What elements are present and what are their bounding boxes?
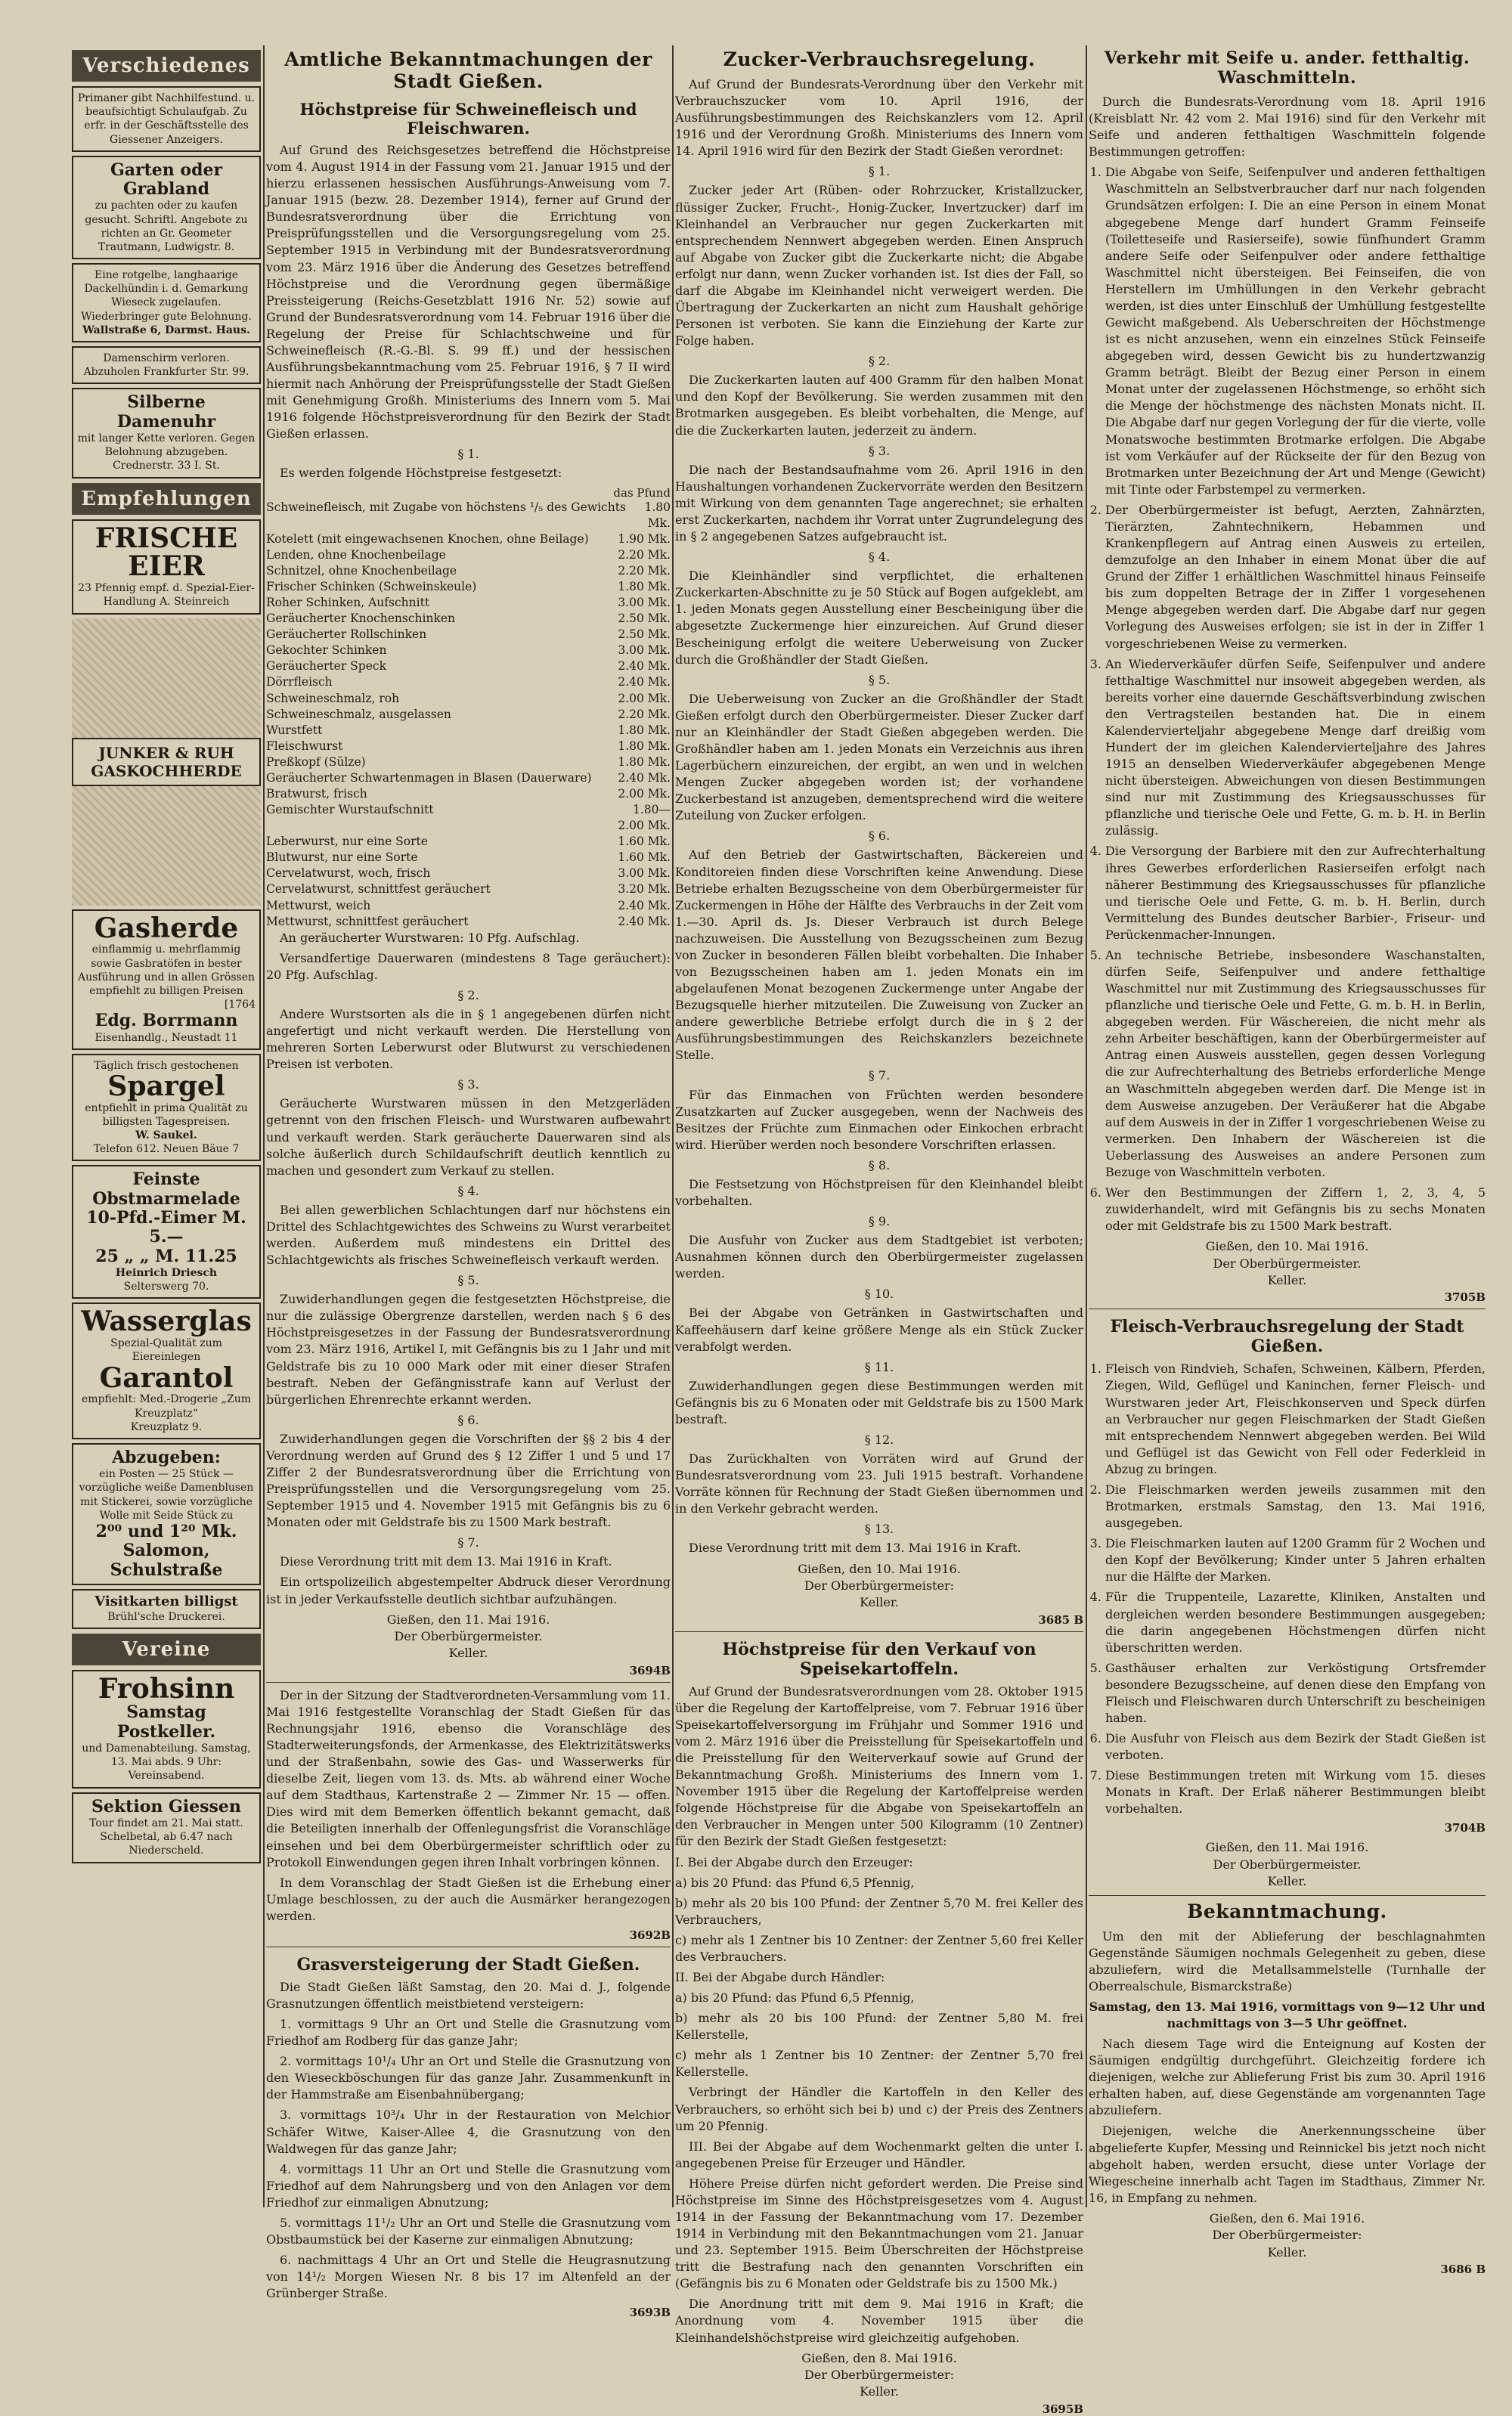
price-row — [266, 834, 671, 850]
price-row — [266, 850, 671, 866]
price-row — [266, 643, 671, 658]
section-number: § 10. — [864, 1287, 894, 1302]
price-row — [266, 739, 671, 754]
price-item-name: Bratwurst, frisch — [266, 786, 367, 801]
list-item: 5. vormittags 11¹/₂ Uhr an Ort und Stelle die Grasnutzung vom Obstbaumstück bei der Kaserne zur einmaligen Abnutzung; — [266, 2215, 671, 2247]
price-item-value: 1.80 Mk. — [618, 579, 671, 593]
ad-wasserglas: Wasserglas Spezial-Qualität zum Eiereinlegen Garantol empfiehlt: Med.-Drogerie „Zum Kreuzplatz“ Kreuzplatz 9. — [72, 1302, 261, 1439]
price-item-name: Dörrfleisch — [266, 675, 333, 689]
price-item-value: 1.60 Mk. — [618, 835, 671, 849]
price-item-value: 1.80 Mk. — [618, 739, 671, 753]
list-item: 1. Fleisch von Rindvieh, Schafen, Schweinen, Kälbern, Pferden, Ziegen, Wild, Geflügel und Kaninchen, ferner Fleisch- und Wurstwaren jeder Art, Fleischkonserven und Speck dürfen an Verbraucher nur gegen Fleischmarken der Stadt Gießen mit entsprechendem Nennwert abgegeben werden. Bei Wild und Geflügel ist das Gewicht von Fell oder Federkleid in Abzug zu bringen. — [1105, 1361, 1486, 1478]
list-item: 4. vormittags 11 Uhr an Ort und Stelle die Grasnutzung vom Friedhof auf dem Nahrungsberg und von den Anlagen vor dem Friedhof zur einmaligen Abnutzung; — [266, 2161, 671, 2210]
list-item: c) mehr als 1 Zentner bis 10 Zentner: der Zentner 5,70 frei Kellerstelle. — [675, 2048, 1083, 2080]
ad-abzugeben: Abzugeben: ein Posten — 25 Stück — vorzügliche weiße Damenblusen mit Stickerei, sowie vorzügliche Wolle mit Seide Stück zu 2⁰⁰ und 1²⁰ Mk. Salomon, Schulstraße — [72, 1443, 261, 1585]
price-item-name: Cervelatwurst, woch, frisch — [266, 866, 431, 881]
section-banner-verschiedenes: Verschiedenes — [72, 50, 261, 82]
section-text: Das Zurückhalten von Vorräten wird auf Grund der Bundesratsverordnung vom 23. Juli 1915 bestraft. Vorhandene Vorräte können für Rechnung der Stadt Gießen übernommen und in den Verkehr gebracht werden. — [675, 1451, 1083, 1516]
price-row — [266, 707, 671, 723]
price-row — [266, 898, 671, 914]
list-item: 3. An Wiederverkäufer dürfen Seife, Seifenpulver und andere fetthaltige Waschmittel nur insoweit abgegeben werden, als bereits vorher eine dauernde Geschäftsverbindung zwischen den Vertragsteilen bestanden hat. Die in einem Kalendervierteljahr abgegebene Menge darf dreißig vom Hundert der im gleichen Kalendervierteljahre des Jahres 1915 an denselben Wiederverkäufer abgegebenen Menge nicht übersteigen. Abweichungen von diesen Bestimmungen sind nur mit Zustimmung des Kriegsausschusses für pflanzliche und tierische Oele und Fette, G. m. b. H. in Berlin zulässig. — [1105, 656, 1486, 840]
price-row — [266, 802, 671, 834]
price-item-name: Cervelatwurst, schnittfest geräuchert — [266, 882, 491, 897]
price-item-name: Mettwurst, weich — [266, 898, 371, 912]
price-item-value: 2.20 Mk. — [618, 707, 671, 721]
section-text: Die Zuckerkarten lauten auf 400 Gramm für den halben Monat und den Kopf der Bevölkerung. Sie werden zusammen mit den Brotmarken ausgegeben. Es bleibt vorbehalten, die Menge, auf die die Zuckerkarten lauten, jederzeit zu ändern. — [675, 373, 1083, 438]
price-item-name: Lenden, ohne Knochenbeilage — [266, 547, 446, 562]
price-item-value: 2.40 Mk. — [618, 914, 671, 928]
paragraph: Auf Grund des Reichsgesetzes betreffend die Höchstpreise vom 4. August 1914 in der Fassung vom 21. Januar 1915 und der hierzu erlassenen hessischen Ausführungs-Anweisung vom 7. Januar 1915 (bezw. 28. Dezember 1914), ferner auf Grund der Bundesratsverordnung über die Errichtung von Preisprüfungsstellen und die Versorgungsregelung vom 25. September 1915 in Verbindung mit der Bundesratsverordnung vom 23. März 1916 über die Änderung des Gesetzes betreffend Höchstpreise und die Verordnung gegen übermäßige Preissteigerung (Reichs-Gesetzblatt 1916 Nr. 52) sowie auf Grund der Bundesratsverordnung vom 14. Februar 1916 über die Regelung der Preise für Schlachtschweine und für Schweinefleisch (R.-G.-Bl. S. 99 ff.) und der hessischen Ausführungsbekanntmachung vom 25. Februar 1916, § 7 II wird hiermit nach Anhörung der Preisprüfungsstelle der Stadt Gießen mit Genehmigung Großh. Ministeriums des Innern vom 5. Mai 1916 folgende Höchstpreisverordnung für den Bezirk der Stadt Gießen erlassen. — [266, 143, 671, 441]
section-text: Diese Verordnung tritt mit dem 13. Mai 1916 in Kraft. — [689, 1541, 1021, 1556]
article-title-seife: Verkehr mit Seife u. ander. fetthaltig. Waschmitteln. — [1104, 48, 1470, 88]
list-item: 7. Diese Bestimmungen treten mit Wirkung vom 15. dieses Monats in Kraft. Der Erlaß näherer Bestimmungen bleibt vorbehalten. — [1105, 1767, 1486, 1817]
classified-ads-column — [72, 45, 261, 2185]
price-item-name: Wurstfett — [266, 723, 323, 737]
list-item: b) mehr als 20 bis 100 Pfund: der Zentner 5,70 M. frei Keller des Verbrauchers, — [675, 1895, 1083, 1927]
price-row — [266, 595, 671, 611]
price-item-name: Geräucherter Speck — [266, 659, 386, 674]
price-row — [266, 691, 671, 707]
ad-hund: Eine rotgelbe, langhaarige Dackelhündin i. d. Gemarkung Wieseck zugelaufen. Wiederbringer gute Belohnung. Wallstraße 6, Darmst. Haus. — [72, 263, 261, 342]
section-text: Die nach der Bestandsaufnahme vom 26. April 1916 in den Haushaltungen vorhandenen Zuckervorräte werden den Besitzern mit Wirkung von dem genannten Tage angerechnet; sie erhalten erst Zuckerkarten, nachdem ihr Vorrat unter Zugrundelegung des in § 2 angegebenen Satzes aufgebraucht ist. — [675, 462, 1083, 544]
section-number: § 5. — [868, 672, 891, 687]
price-item-name: Geräucherter Knochenschinken — [266, 612, 455, 626]
section-text: Die Kleinhändler sind verpflichtet, die erhaltenen Zuckerkarten-Abschnitte zu je 50 Stück auf Bogen aufgeklebt, am 1. jeden Monats gegen Ausstellung einer Bescheinigung über die abgesetzte Zuckermenge hier einzureichen. Auf Grund dieser Bescheinigung erfolgt die weitere Ueberweisung von Zucker durch die Großhändler der Stadt Gießen. — [675, 568, 1083, 667]
price-row — [266, 627, 671, 643]
list-item: 2. Der Oberbürgermeister ist befugt, Aerzten, Zahnärzten, Tierärzten, Zahntechnikern, Hebammen und Krankenpflegern auf Antrag einen Ausweis zu erteilen, demzufolge an den Inhaber in einem Monat über die auf Grund der Ziffer 1 erhältlichen Waschmittel hinaus Feinseife bis zum doppelten Betrage der in Ziffer 1 vorgesehenen Menge abgegeben werden darf. Die Abgabe darf nur gegen Vorlegung des Ausweises erfolgen; sie ist in der in Ziffer 1 vorgeschriebenen Weise zu vermerken. — [1105, 502, 1486, 652]
ad-gasherde: Gasherde einflammig u. mehrflammig sowie Gasbratöfen in bester Ausführung und in allen Grössen empfiehlt zu billigen Preisen [1764 Edg. Borrmann Eisenhandlg., Neustadt 11 — [72, 909, 261, 1050]
price-row — [266, 547, 671, 563]
article-title-hoechstpreise: Höchstpreise für Schweinefleisch und Fleischwaren. — [299, 100, 637, 138]
section-number: § 3. — [868, 443, 891, 458]
price-item-value: 2.20 Mk. — [618, 547, 671, 562]
official-announcements-column: Amtliche Bekanntmachungen der Stadt Gießen. Höchstpreise für Schweinefleisch und Fleischwaren. Auf Grund des Reichsgesetzes betreffend die Höchstpreise vom 4. August 1914 in der Fassung vom 21. Januar 1915 und der hierzu erlassenen hessischen Ausführungs-Anweisung vom 7. Januar 1915 (bezw. 28. Dezember 1914), ferner auf Grund der Bundesratsverordnung über die Errichtung von Preisprüfungsstellen und die Versorgungsregelung vom 25. September 1915 in Verbindung mit der Bundesratsverordnung vom 23. März 1916 über die Änderung des Gesetzes betreffend Höchstpreise und die Verordnung gegen übermäßige Preissteigerung (Reichs-Gesetzblatt 1916 Nr. 52) sowie auf Grund der Bundesratsverordnung vom 14. Februar 1916 über die Regelung der Preise für Schlachtschweine und für Schweinefleisch (R.-G.-Bl. S. 99 ff.) und der hessischen Ausführungsbekanntmachung vom 25. Februar 1916, § 7 II wird hiermit nach Anhörung der Preisprüfungsstelle der Stadt Gießen mit Genehmigung Großh. Ministeriums des Innern vom 5. Mai 1916 folgende Höchstpreisverordnung für den Bezirk der Stadt Gießen erlassen. § 1. Es werden folgende Höchstpreise festgesetzt: das Pfund Schweinefleisch, mit Zugabe von höchstens ¹/₅ des Gewichts 1.80 Mk. Kotelett (mit eingewachsenen Knochen, ohne Beilage) 1.90 Mk. Lenden, ohne Knochenbeilage 2.20 Mk. Schnitzel, ohne Knochenbeilage 2.20 Mk. Frischer Schinken (Schweinskeule) 1.80 Mk. Roher Schinken, Aufschnitt 3.00 Mk. Geräucherter Knochenschinken 2.50 Mk. Geräucherter Rollschinken 2.50 Mk. Gekochter Schinken 3.00 Mk. Geräucherter Speck 2.40 Mk. Dörrfleisch 2.40 Mk. Schweineschmalz, roh 2.00 Mk. Schweineschmalz, ausgelassen 2.20 Mk. Wurstfett 1.80 Mk. Fleischwurst 1.80 Mk. Preßkopf (Sülze) 1.80 Mk. Geräucherter Schwartenmagen in Blasen (Dauerware) 2.40 Mk. Bratwurst, frisch 2.00 Mk. Gemischter Wurstaufschnitt 1.80—2.00 Mk. Leberwurst, nur eine Sorte 1.60 Mk. Blutwurst, nur eine Sorte 1.60 Mk. Cervelatwurst, woch, frisch 3.00 Mk. Cervelatwurst, schnittfest geräuchert 3.20 Mk. Mettwurst, weich 2.40 Mk. Mettwurst, schnittfest geräuchert 2.40 Mk. An geräucherter Wurstwaren: 10 Pfg. Aufschlag. Versandfertige Dauerwaren (mindestens 8 Tage geräuchert): 20 Pfg. Aufschlag. § 2. Andere Wurstsorten als die in § 1 angegebenen dürfen nicht angefertigt und nicht verkauft werden. Die Herstellung von mehreren Sorten Leberwurst oder Blutwurst zu verschiedenen Preisen ist verboten. § 3. Geräucherte Wurstwaren müssen in den Metzgerläden getrennt von den frischen Fleisch- und Wurstwaren aufbewahrt und verkauft werden. Stark geräucherte Dauerwaren sind als solche äußerlich durch Schildaufschrift deutlich kenntlich zu machen und gesondert zum Verkauf zu stellen. § 4. Bei allen gewerblichen Schlachtungen darf nur höchstens ein Drittel des Schlachtgewichtes des Schweins zu Wurst verarbeitet werden. Außerdem muß mindestens ein Drittel des Schlachtgewichts als frisches Schweinefleisch verkauft werden. § 5. Zuwiderhandlungen gegen die festgesetzten Höchstpreise, die nur die zulässige Obergrenze darstellen, werden nach § 6 des Höchstpreisgesetzes in der Fassung der Bundesratsverordnung vom 23. März 1916, Artikel I, mit Gefängnis bis zu 1 Jahr und mit Geldstrafe bis zu 10 000 Mark oder mit einer dieser Strafen bestraft. Neben der Gefängnisstrafe kann auf Verlust der bürgerlichen Ehrenrechte erkannt werden. § 6. Zuwiderhandlungen gegen die Vorschriften der §§ 2 bis 4 der Verordnung werden auf Grund des § 12 Ziffer 1 und 5 und 17 Ziffer 2 der Bundesratsverordnung über die Errichtung von Preisprüfungsstellen und die Versorgungsregelung vom 25. September 1915 und 4. November 1915 mit Gefängnis bis zu 6 Monaten oder mit Geldstrafe bis zu 1500 Mark bestraft. § 7. Diese Verordnung tritt mit dem 13. Mai 1916 in Kraft. Ein ortspolizeilich abgestempelter Abdruck dieser Verordnung ist in jeder Verkaufsstelle deutlich sichtbar aufzuhängen. Gießen, den 11. Mai 1916. Der Oberbürgermeister. Keller. 3694B Der in der Sitzung der Stadtverordneten-Versammlung vom 11. Mai 1916 festgestellte Voranschlag der Stadt Gießen für das Rechnungsjahr 1916, ebenso die Voranschläge des Stadterweiterungsfonds, der Armenkasse, des Elektrizitätswerks und der Straßenbahn, sowie des Gas- und Wasserwerks für dieselbe Zeit, liegen vom 13. ds. Mts. ab während einer Woche auf dem Stadthaus, Kartenstraße 2 — Zimmer Nr. 15 — offen. Dies wird mit dem Bemerken öffentlich bekannt gemacht, daß die Beteiligten innerhalb der Offenlegungsfrist die Voranschläge einsehen und bei dem Oberbürgermeister schriftlich oder zu Protokoll Einwendungen gegen ihren Inhalt vorbringen können. In dem Voranschlag der Stadt Gießen ist die Erhebung einer Umlage beschlossen, zu der auch die Ausmärker herangezogen werden. 3692B Grasversteigerung der Stadt Gießen. Die Stadt Gießen läßt Samstag, den 20. Mai d. J., folgende Grasnutzungen öffentlich meistbietend versteigern: 1. vormittags 9 Uhr an Ort und Stelle die Grasnutzung vom Friedhof am Rodberg für das ganze Jahr; 2. vormittags 10¹/₄ Uhr an Ort und Stelle die Grasnutzung von den Wieseckböschungen für das ganze Jahr. Zusammenkunft in der Hammstraße am Eisenbahnübergang; 3. vormittags 10³/₄ Uhr in der Restauration von Melchior Schäfer Witwe, Kaiser-Allee 4, die Grasnutzung von den Waldwegen für das ganze Jahr; 4. vormittags 11 Uhr an Ort und Stelle die Grasnutzung vom Friedhof auf dem Nahrungsberg und von den Anlagen vor dem Friedhof zur einmaligen Abnutzung; 5. vormittags 11¹/₂ Uhr an Ort und Stelle die Grasnutzung vom Obstbaumstück bei der Kaserne zur einmaligen Abnutzung; 6. nachmittags 4 Uhr an Ort und Stelle die Heugrasnutzung von 14¹/₂ Morgen Wiesen Nr. 8 bis 17 im Altenfeld an der Grünberger Straße. 3693B — [266, 48, 671, 2320]
section-text: Zucker jeder Art (Rüben- oder Rohrzucker, Kristallzucker, flüssiger Zucker, Frucht-, Honig-Zucker, Invertzucker) darf im Kleinhandel an Verbraucher nur gegen Zuckerkarten mit entsprechendem Nennwert abgegeben werden. Einen Anspruch auf Abgabe von Zucker gibt die Zuckerkarte nicht; die Abgabe erfolgt nur dann, wenn Zucker vorhanden ist. Ist dies der Fall, so darf die Abgabe im Kleinhandel nicht verweigert werden. Die Übertragung der Zuckerkarten an nicht zum Haushalt gehörige Personen ist verboten. Sie kann die Einziehung der Karte zur Folge haben. — [675, 183, 1083, 348]
section-number: § 11. — [864, 1359, 894, 1374]
price-item-value: 3.00 Mk. — [618, 866, 671, 881]
section-text: Für das Einmachen von Früchten werden besondere Zusatzkarten auf Zucker ausgegeben, wenn der Nachweis des Besitzes der Früchte zum Einmachen oder Einkochen erbracht wird. Hierüber werden noch besondere Vorschriften erlassen. — [675, 1087, 1083, 1152]
list-item: 2. Die Fleischmarken werden jeweils zusammen mit den Brotmarken, erstmals Samstag, den 13. Mai 1916, ausgegeben. — [1105, 1482, 1486, 1532]
price-item-value: 3.00 Mk. — [618, 643, 671, 658]
section-text: Zuwiderhandlungen gegen diese Bestimmungen werden mit Gefängnis bis zu 6 Monaten oder mit Geldstrafe bis zu 1500 Mark bestraft. — [675, 1378, 1083, 1426]
price-table — [266, 500, 671, 930]
article-title-bekanntmachung: Bekanntmachung. — [1187, 1900, 1387, 1922]
price-row — [266, 786, 671, 802]
price-item-name: Fleischwurst — [266, 739, 343, 753]
price-item-value: 1.80 Mk. — [644, 500, 671, 530]
price-item-name: Roher Schinken, Aufschnitt — [266, 596, 430, 610]
list-item: 1. vormittags 9 Uhr an Ort und Stelle die Grasnutzung vom Friedhof am Rodberg für das ganze Jahr; — [266, 2017, 671, 2049]
price-item-name: Blutwurst, nur eine Sorte — [266, 850, 418, 865]
section-number: § 12. — [864, 1433, 894, 1448]
section-number: § 1. — [868, 164, 891, 179]
price-item-name: Leberwurst, nur eine Sorte — [266, 835, 428, 849]
price-row — [266, 914, 671, 930]
list-item: 4. Die Versorgung der Barbiere mit den zur Aufrechterhaltung ihres Gewerbes erforderlichen Rasierseifen erfolgt nach näherer Bestimmung des Kriegsausschusses für pflanzliche und tierische Oele und Fette, G. m. b. H. Berlin, durch Vermittelung des Bundes deutscher Barbier-, Friseur- und Perückenmacher-Innungen. — [1105, 843, 1486, 943]
list-item: 3. vormittags 10³/₄ Uhr in der Restauration von Melchior Schäfer Witwe, Kaiser-Allee 4, die Grasnutzung von den Waldwegen für das ganze Jahr; — [266, 2108, 671, 2156]
price-item-value: 1.60 Mk. — [618, 850, 671, 865]
list-item: 5. Gasthäuser erhalten zur Verköstigung Ortsfremder besondere Bezugsscheine, auf denen diese den Empfang von Fleisch und Fleischwaren durch Unterschrift zu bescheinigen haben. — [1105, 1660, 1486, 1727]
list-item: 5. An technische Betriebe, insbesondere Waschanstalten, dürfen Seife, Seifenpulver und andere fetthaltige Waschmittel nur mit Zustimmung des Kriegsausschusses für pflanzliche und tierische Oele und Fette, G. m. b. H. in Berlin, abgegeben werden. Für Wäschereien, die nicht mehr als zehn Arbeiter beschäftigen, kann der Oberbürgermeister auf Antrag einen Ausweis ausstellen, gegen dessen Vorlegung die zur Aufrechterhaltung des Betriebs erforderliche Menge an Waschmitteln abgegeben werden darf. Die Menge ist in dem Ausweise anzugeben. Der Veräußerer hat die Abgabe auf dem Ausweis in der in Ziffer 1 vorgeschriebenen Weise zu vermerken. Den Inhabern der Wäschereien ist die Ueberlassung des Ausweises an andere Personen zum Bezuge von Waschmitteln verboten. — [1105, 947, 1486, 1181]
price-item-name: Schweineschmalz, roh — [266, 691, 400, 705]
price-item-name: Schweinefleisch, mit Zugabe von höchstens ¹/₅ des Gewichts — [266, 500, 626, 514]
list-item: b) mehr als 20 bis 100 Pfund: der Zentner 5,80 M. frei Kellerstelle, — [675, 2011, 1083, 2043]
price-item-value: 1.90 Mk. — [618, 531, 671, 546]
price-item-value: 2.40 Mk. — [618, 659, 671, 674]
list-item: I. Bei der Abgabe durch den Erzeuger: — [675, 1854, 913, 1869]
seife-list — [1105, 164, 1486, 1234]
section-number: § 4. — [868, 550, 891, 565]
gasherd-illustration: JUNKER & RUH GASKOCHHERDE — [72, 618, 261, 906]
ad-garten: Garten oder Grabland zu pachten oder zu kaufen gesucht. Schriftl. Angebote zu richten an Gr. Geometer Trautmann, Ludwigstr. 8. — [72, 156, 261, 259]
price-item-value: 2.50 Mk. — [618, 627, 671, 642]
price-row — [266, 881, 671, 897]
price-row — [266, 563, 671, 579]
section-number: § 7. — [868, 1068, 891, 1083]
price-item-name: Preßkopf (Sülze) — [266, 754, 366, 769]
price-row — [266, 770, 671, 786]
price-item-value: 1.80—2.00 Mk. — [618, 803, 671, 833]
price-row — [266, 500, 671, 531]
price-row — [266, 531, 671, 547]
price-row — [266, 754, 671, 770]
price-item-name: Kotelett (mit eingewachsenen Knochen, ohne Beilage) — [266, 531, 589, 546]
ad-primaner: Primaner gibt Nachhilfestund. u. beaufsichtigt Schulaufgab. Zu erfr. in der Geschäftsstelle des Giessener Anzeigers. — [72, 86, 261, 152]
gras-list — [266, 2016, 671, 2302]
list-item: a) bis 20 Pfund: das Pfund 6,5 Pfennig, — [675, 1990, 915, 2006]
price-item-name: Schweineschmalz, ausgelassen — [266, 707, 451, 721]
price-item-value: 2.40 Mk. — [618, 898, 671, 912]
ad-visitkarten: Visitkarten billigst Brühl'sche Druckerei. — [72, 1589, 261, 1629]
price-item-value: 3.00 Mk. — [618, 596, 671, 610]
list-item: 6. nachmittags 4 Uhr an Ort und Stelle die Heugrasnutzung von 14¹/₂ Morgen Wiesen Nr. 8 bis 17 im Altenfeld an der Grünberger Straße. — [266, 2253, 671, 2301]
price-item-value: 1.80 Mk. — [618, 754, 671, 769]
price-row — [266, 723, 671, 739]
section-number: § 13. — [864, 1522, 894, 1537]
list-item: 1. Die Abgabe von Seife, Seifenpulver und anderen fetthaltigen Waschmitteln an Selbstverbraucher darf nur nach folgenden Grundsätzen erfolgen: I. Die an eine Person in einem Monat abgegebene Menge darf hundert Gramm Feinseife (Toiletteseife und Rasierseife), sowie fünfhundert Gramm andere Seife oder Seifenpulver oder andere fetthaltige Waschmittel nicht übersteigen. Bei Feinseifen, die von Herstellern im Umhüllungen in den Verkehr gebracht werden, ist dies unter Einschluß der Umhüllung festgestellte Gewicht maßgebend. Als Ueberschreiten der Höchstmenge ist es nicht anzusehen, wenn ein einzelnes Stück Feinseife abgegeben wird, dessen Gewicht bis zu hundertzwanzig Gramm beträgt. Bleibt der Bezug einer Person in einem Monat unter der zugelassenen Höchstmenge, so erhöht sich die Menge der höchstmenge des nächsten Monats nicht. II. Die Abgabe darf nur gegen Vorlegung der für die vierte, volle Monatswoche bestimmten Brotmarke erfolgen. Die Abgabe ist vom Verkäufer auf der Rückseite der für den Bezug von Brotmarken unter Bezeichnung der Art und Menge (Gewicht) mit Tinte oder Farbstempel zu vermerken. — [1105, 164, 1486, 498]
ad-eier: FRISCHE EIER 23 Pfennig empf. d. Spezial-Eier-Handlung A. Steinreich — [72, 519, 261, 615]
price-item-value: 2.40 Mk. — [618, 675, 671, 689]
price-row — [266, 579, 671, 595]
section-number: § 2. — [868, 354, 891, 369]
kartoffel-price-list — [675, 1854, 1083, 2081]
price-row — [266, 658, 671, 674]
list-item: 6. Wer den Bestimmungen der Ziffern 1, 2, 3, 4, 5 zuwiderhandelt, wird mit Gefängnis bis zu sechs Monaten oder mit Geldstrafe bis zu 1500 Mark bestraft. — [1105, 1185, 1486, 1234]
zucker-column: Zucker-Verbrauchsregelung. Auf Grund der Bundesrats-Verordnung über den Verkehr mit Verbrauchszucker vom 10. April 1916, der Ausführungsbestimmungen des Reichskanzlers vom 12. April 1916 und der Verordnung Großh. Ministeriums des Innern vom 14. April 1916 wird für den Bezirk der Stadt Gießen verordnet: § 1. Zucker jeder Art (Rüben- oder Rohrzucker, Kristallzucker, flüssiger Zucker, Frucht-, Honig-Zucker, Invertzucker) darf im Kleinhandel an Verbraucher nur gegen Zuckerkarten mit entsprechendem Nennwert abgegeben werden. Einen Anspruch auf Abgabe von Zucker gibt die Zuckerkarte nicht; die Abgabe erfolgt nur dann, wenn Zucker vorhanden ist. Ist dies der Fall, so darf die Abgabe im Kleinhandel nicht verweigert werden. Die Übertragung der Zuckerkarten an nicht zum Haushalt gehörige Personen ist verboten. Sie kann die Einziehung der Karte zur Folge haben. § 2. Die Zuckerkarten lauten auf 400 Gramm für den halben Monat und den Kopf der Bevölkerung. Sie werden zusammen mit den Brotmarken ausgegeben. Es bleibt vorbehalten, die Menge, auf die die Zuckerkarten lauten, jederzeit zu ändern. § 3. Die nach der Bestandsaufnahme vom 26. April 1916 in den Haushaltungen vorhandenen Zuckervorräte werden den Besitzern mit Wirkung von dem genannten Tage angerechnet; sie erhalten erst Zuckerkarten, nachdem ihr Vorrat unter Zugrundelegung des in § 2 angegebenen Satzes aufgebraucht ist. § 4. Die Kleinhändler sind verpflichtet, die erhaltenen Zuckerkarten-Abschnitte zu je 50 Stück auf Bogen aufgeklebt, am 1. jeden Monats gegen Ausstellung einer Bescheinigung über die abgesetzte Zuckermenge hier einzureichen. Auf Grund dieser Bescheinigung erfolgt die weitere Ueberweisung von Zucker durch die Großhändler der Stadt Gießen. § 5. Die Ueberweisung von Zucker an die Großhändler der Stadt Gießen erfolgt durch den Oberbürgermeister. Dieser Zucker darf nur an Kleinhändler der Stadt Gießen abgegeben werden. Die Großhändler haben am 1. jeden Monats ein Verzeichnis aus ihren Lagerbüchern einzureichen, der ergibt, an wen und in welchen Mengen Zucker abgegeben worden ist; der vorhandene Zuckerbestand ist anzugeben, dementsprechend wird die weitere Zuteilung von Zucker erfolgen. § 6. Auf den Betrieb der Gastwirtschaften, Bäckereien und Konditoreien finden diese Vorschriften keine Anwendung. Diese Betriebe erhalten Bezugsscheine von dem Oberbürgermeister für Zuckermengen in Höhe der Hälfte des Verbrauchs in der Zeit vom 1.—30. April ds. Js. Dieser Verbrauch ist durch Belege nachzuweisen. Die Ausstellung von Bezugsscheinen zum Bezug von Zucker in besonderen Fällen bleibt vorbehalten. Die Inhaber von Bezugsscheinen haben am 1. jeden Monats ein im abgelaufenen Monat bezogenen Zuckermenge unter Angabe der Bezugsquelle hierher mitzuteilen. Die Zuweisung von Zucker an andere gewerbliche Betriebe erfolgt durch die in § 2 der Ausführungsbestimmungen des Reichskanzlers bezeichnete Stelle. § 7. Für das Einmachen von Früchten werden besondere Zusatzkarten auf Zucker ausgegeben, wenn der Nachweis des Besitzes der Früchte zum Einmachen oder Einkochen erbracht wird. Hierüber werden noch besondere Vorschriften erlassen. § 8. Die Festsetzung von Höchstpreisen für den Kleinhandel bleibt vorbehalten. § 9. Die Ausfuhr von Zucker aus dem Stadtgebiet ist verboten; Ausnahmen können durch den Oberbürgermeister zugelassen werden. § 10. Bei der Abgabe von Getränken in Gastwirtschaften und Kaffeehäusern darf keine größere Menge als ein Stück Zucker verabfolgt werden. § 11. Zuwiderhandlungen gegen diese Bestimmungen werden mit Gefängnis bis zu 6 Monaten oder mit Geldstrafe bis zu 1500 Mark bestraft. § 12. Das Zurückhalten von Vorräten wird auf Grund der Bundesratsverordnung vom 23. Juli 1915 bestraft. Vorhandene Vorräte können für Rechnung der Stadt Gießen übernommen und in den Verkehr gebracht werden. § 13. Diese Verordnung tritt mit dem 13. Mai 1916 in Kraft. Gießen, den 10. Mai 1916. Der Oberbürgermeister: Keller. 3685 B Höchstpreise für den Verkauf von Speisekartoffeln. Auf Grund der Bundesratsverordnungen vom 28. Oktober 1915 über die Regelung der Kartoffelpreise, vom 7. Februar 1916 über Speisekartoffelversorgung im Frühjahr und Sommer 1916 und vom 2. März 1916 über die Preisstellung für Speisekartoffeln und die Preisstellung für den Weiterverkauf sowie auf Grund der Bekanntmachung Großh. Ministeriums des Innern vom 1. November 1915 über die Regelung der Kartoffelpreise werden folgende Höchstpreise für die Abgabe von Speisekartoffeln an den Verbraucher in Mengen unter 500 Kilogramm (10 Zentner) für den Bezirk der Stadt Gießen festgesetzt: I. Bei der Abgabe durch den Erzeuger: a) bis 20 Pfund: das Pfund 6,5 Pfennig, b) mehr als 20 bis 100 Pfund: der Zentner 5,70 M. frei Keller des Verbrauchers, c) mehr als 1 Zentner bis 10 Zentner: der Zentner 5,60 frei Keller des Verbrauchers. II. Bei der Abgabe durch Händler: a) bis 20 Pfund: das Pfund 6,5 Pfennig, b) mehr als 20 bis 100 Pfund: der Zentner 5,80 M. frei Kellerstelle, c) mehr als 1 Zentner bis 10 Zentner: der Zentner 5,70 frei Kellerstelle. Verbringt der Händler die Kartoffeln in den Keller des Verbrauchers, so erhöht sich bei b) und c) der Preis des Zentners um 20 Pfennig. III. Bei der Abgabe auf dem Wochenmarkt gelten die unter I. angegebenen Preise für Erzeuger und Händler. Höhere Preise dürfen nicht gefordert werden. Die Preise sind Höchstpreise im Sinne des Höchstpreisgesetzes vom 4. August 1914 in der Fassung der Bekanntmachung vom 17. Dezember 1914 in Verbindung mit den Bekanntmachungen vom 21. Januar und 23. September 1915. Beim Überschreiten der Höchstpreise tritt die Bestrafung nach den genannten Vorschriften ein (Gefängnis bis zu 6 Monaten oder Geldstrafe bis zu 1500 Mk.) Die Anordnung tritt mit dem 9. Mai 1916 in Kraft; die Anordnung vom 4. November 1915 über die Kleinhandelshöchstpreise wird gleichzeitig aufgehoben. Gießen, den 8. Mai 1916. Der Oberbürgermeister: Keller. 3695B — [675, 48, 1083, 2416]
list-item: 2. vormittags 10¹/₄ Uhr an Ort und Stelle die Grasnutzung von den Wieseckböschungen für das ganze Jahr. Zusammenkunft in der Hammstraße am Eisenbahnübergang; — [266, 2054, 671, 2102]
price-row — [266, 674, 671, 690]
section-banner-empfehlungen: Empfehlungen — [72, 483, 261, 515]
ad-frohsinn: Frohsinn Samstag Postkeller. und Damenabteilung. Samstag, 13. Mai abds. 9 Uhr: Vereinsabend. — [72, 1670, 261, 1789]
zucker-sections — [675, 163, 1083, 1556]
price-row — [266, 866, 671, 881]
article-title-fleisch: Fleisch-Verbrauchsregelung der Stadt Gießen. — [1110, 1317, 1464, 1357]
article-title-grasversteigerung: Grasversteigerung der Stadt Gießen. — [296, 1954, 640, 1975]
price-item-name: Frischer Schinken (Schweinskeule) — [266, 579, 477, 593]
list-item: c) mehr als 1 Zentner bis 10 Zentner: der Zentner 5,60 frei Keller des Verbrauchers. — [675, 1932, 1083, 1964]
price-item-name: Gekochter Schinken — [266, 643, 387, 658]
price-row — [266, 611, 671, 627]
column-header: Amtliche Bekanntmachungen der Stadt Gießen. — [284, 48, 652, 92]
price-item-name: Geräucherter Rollschinken — [266, 627, 427, 642]
article-title-zucker: Zucker-Verbrauchsregelung. — [723, 48, 1036, 70]
seife-column: Verkehr mit Seife u. ander. fetthaltig. Waschmitteln. Durch die Bundesrats-Verordnung vom 18. April 1916 (Kreisblatt Nr. 42 vom 2. Mai 1916) sind für den Verkehr mit Seife und anderen fetthaltigen Waschmitteln folgende Bestimmungen getroffen: 1. Die Abgabe von Seife, Seifenpulver und anderen fetthaltigen Waschmitteln an Selbstverbraucher darf nur nach folgenden Grundsätzen erfolgen: I. Die an eine Person in einem Monat abgegebene Menge darf hundert Gramm Feinseife (Toiletteseife und Rasierseife), sowie fünfhundert Gramm andere Seife oder Seifenpulver oder andere fetthaltige Waschmittel nicht übersteigen. Bei Feinseifen, die von Herstellern im Umhüllungen in den Verkehr gebracht werden, ist dies unter Einschluß der Umhüllung festgestellte Gewicht maßgebend. Als Ueberschreiten der Höchstmenge ist es nicht anzusehen, wenn ein einzelnes Stück Feinseife abgegeben wird, dessen Gewicht bis zu hundertzwanzig Gramm beträgt. Bleibt der Bezug einer Person in einem Monat unter der zugelassenen Höchstmenge, so erhöht sich die Menge der höchstmenge des nächsten Monats nicht. II. Die Abgabe darf nur gegen Vorlegung der für die vierte, volle Monatswoche bestimmten Brotmarke erfolgen. Die Abgabe ist vom Verkäufer auf der Rückseite der für den Bezug von Brotmarken unter Bezeichnung der Art und Menge (Gewicht) mit Tinte oder Farbstempel zu vermerken. 2. Der Oberbürgermeister ist befugt, Aerzten, Zahnärzten, Tierärzten, Zahntechnikern, Hebammen und Krankenpflegern auf Antrag einen Ausweis zu erteilen, demzufolge an den Inhaber in einem Monat über die auf Grund der Ziffer 1 erhältlichen Waschmittel hinaus Feinseife bis zum doppelten Betrage der in Ziffer 1 vorgesehenen Menge abgegeben werden darf. Die Abgabe darf nur gegen Vorlegung des Ausweises erfolgen; sie ist in der in Ziffer 1 vorgeschriebenen Weise zu vermerken. 3. An Wiederverkäufer dürfen Seife, Seifenpulver und andere fetthaltige Waschmittel nur insoweit abgegeben werden, als bereits vorher eine dauernde Geschäftsverbindung zwischen den Vertragsteilen bestanden hat. Die in einem Kalendervierteljahr abgegebene Menge darf dreißig vom Hundert der im gleichen Kalendervierteljahre des Jahres 1915 an denselben Wiederverkäufer abgegebenen Menge nicht übersteigen. Abweichungen von diesen Bestimmungen sind nur mit Zustimmung des Kriegsausschusses für pflanzliche und tierische Oele und Fette, G. m. b. H. in Berlin zulässig. 4. Die Versorgung der Barbiere mit den zur Aufrechterhaltung ihres Gewerbes erforderlichen Rasierseifen erfolgt nach näherer Bestimmung des Kriegsausschusses für pflanzliche und tierische Oele und Fette, G. m. b. H. Berlin, durch Vermittelung des Bundes deutscher Barbier-, Friseur- und Perückenmacher-Innungen. 5. An technische Betriebe, insbesondere Waschanstalten, dürfen Seife, Seifenpulver und andere fetthaltige Waschmittel nur mit Zustimmung des Kriegsausschusses für pflanzliche und tierische Oele und Fette, G. m. b. H. in Berlin, abgegeben werden. Für Wäschereien, die nicht mehr als zehn Arbeiter beschäftigen, kann der Oberbürgermeister auf Antrag einen Ausweis ausstellen, gegen dessen Vorlegung die zur Aufrechterhaltung des Betriebs erforderliche Menge an Waschmitteln abgegeben werden darf. Die Menge ist in dem Ausweise anzugeben. Der Veräußerer hat die Abgabe auf dem Ausweis in der in Ziffer 1 vorgeschriebenen Weise zu vermerken. Den Inhabern der Wäschereien ist die Ueberlassung des Ausweises an andere Personen zum Bezuge von Waschmitteln verboten. 6. Wer den Bestimmungen der Ziffern 1, 2, 3, 4, 5 zuwiderhandelt, wird mit Gefängnis bis zu sechs Monaten oder mit Geldstrafe bis zu 1500 Mark bestraft. Gießen, den 10. Mai 1916. Der Oberbürgermeister. Keller. 3705B Fleisch-Verbrauchsregelung der Stadt Gießen. 1. Fleisch von Rindvieh, Schafen, Schweinen, Kälbern, Pferden, Ziegen, Wild, Geflügel und Kaninchen, ferner Fleisch- und Wurstwaren jeder Art, Fleischkonserven und Speck dürfen an Verbraucher nur gegen Fleischmarken der Stadt Gießen mit entsprechendem Nennwert abgegeben werden. Bei Wild und Geflügel ist das Gewicht von Fell oder Federkleid in Abzug zu bringen. 2. Die Fleischmarken werden jeweils zusammen mit den Brotmarken, erstmals Samstag, den 13. Mai 1916, ausgegeben. 3. Die Fleischmarken lauten auf 1200 Gramm für 2 Wochen und den Kopf der Bevölkerung; Kinder unter 5 Jahren erhalten nur die Hälfte der Marken. 4. Für die Truppenteile, Lazarette, Kliniken, Anstalten und dergleichen werden besondere Bestimmungen ausgegeben; die darin angegebenen Höchstmengen dürfen nicht überschritten werden. 5. Gasthäuser erhalten zur Verköstigung Ortsfremder besondere Bezugsscheine, auf denen diese den Empfang von Fleisch und Fleischwaren durch Unterschrift zu bescheinigen haben. 6. Die Ausfuhr von Fleisch aus dem Bezirk der Stadt Gießen ist verboten. 7. Diese Bestimmungen treten mit Wirkung vom 15. dieses Monats in Kraft. Der Erlaß näherer Bestimmungen bleibt vorbehalten. 3704B Gießen, den 11. Mai 1916. Der Oberbürgermeister. Keller. Bekanntmachung. Um den mit der Ablieferung der beschlagnahmten Gegenstände Säumigen nochmals Gelegenheit zu geben, diese abzuliefern, wird die Metallsammelstelle (Turnhalle der Oberrealschule, Bismarckstraße) Samstag, den 13. Mai 1916, vormittags von 9—12 Uhr und nachmittags von 3—5 Uhr geöffnet. Nach diesem Tage wird die Enteignung auf Kosten der Säumigen endgültig durchgeführt. Gleichzeitig fordere ich diejenigen, welche zur Ablieferung Frist bis zum 30. April 1916 erhalten haben, auf, diese Gegenstände am vorgenannten Tage abzuliefern. Diejenigen, welche die Anerkennungsscheine über abgelieferte Kupfer, Messing und Reinnickel bis jetzt noch nicht abgeholt haben, werden ersucht, diese unter Vorlage der Wiegescheine innerhalb acht Tagen im Stadthaus, Zimmer Nr. 16, in Empfang zu nehmen. Gießen, den 6. Mai 1916. Der Oberbürgermeister: Keller. 3686 B — [1089, 45, 1486, 2238]
price-item-name: Mettwurst, schnittfest geräuchert — [266, 914, 469, 928]
price-item-value: 1.80 Mk. — [618, 723, 671, 737]
price-item-value: 2.20 Mk. — [618, 563, 671, 578]
ad-sektion-giessen: Sektion Giessen Tour findet am 21. Mai statt. Schelbetal, ab 6.47 nach Niederscheld. — [72, 1792, 261, 1863]
section-number: § 9. — [868, 1214, 891, 1229]
ad-spargel: Täglich frisch gestochenen Spargel entpfiehlt in prima Qualität zu billigsten Tagespreisen. W. Saukel. Telefon 612. Neuen Bäue 7 — [72, 1054, 261, 1162]
list-item: 3. Die Fleischmarken lauten auf 1200 Gramm für 2 Wochen und den Kopf der Bevölkerung; Kinder unter 5 Jahren erhalten nur die Hälfte der Marken. — [1105, 1535, 1486, 1585]
section-number: § 6. — [868, 829, 891, 844]
ad-obstmarmelade: Feinste Obstmarmelade 10-Pfd.-Eimer M. 5.— 25 „ „ M. 11.25 Heinrich Driesch Selterswerg 70. — [72, 1165, 261, 1299]
price-item-name: Gemischter Wurstaufschnitt — [266, 803, 434, 817]
ad-damenuhr: Silberne Damenuhr mit langer Kette verloren. Gegen Belohnung abzugeben. Crednerstr. 33 I. St. — [72, 388, 261, 478]
fleisch-list — [1105, 1361, 1486, 1817]
price-item-name: Schnitzel, ohne Knochenbeilage — [266, 563, 457, 578]
list-item: 6. Die Ausfuhr von Fleisch aus dem Bezirk der Stadt Gießen ist verboten. — [1105, 1730, 1486, 1764]
price-item-value: 2.00 Mk. — [618, 691, 671, 705]
ad-schirm: Damenschirm verloren. Abzuholen Frankfurter Str. 99. — [72, 346, 261, 384]
section-text: Die Ueberweisung von Zucker an die Großhändler der Stadt Gießen erfolgt durch den Oberbürgermeister. Dieser Zucker darf nur an Kleinhändler der Stadt Gießen abgegeben werden. Die Großhändler haben am 1. jeden Monats ein Verzeichnis aus ihren Lagerbüchern einzureichen, der ergibt, an wen und in welchen Mengen Zucker abgegeben worden ist; der vorhandene Zuckerbestand ist anzugeben, dementsprechend wird die weitere Zuteilung von Zucker erfolgen. — [675, 691, 1083, 823]
list-item: a) bis 20 Pfund: das Pfund 6,5 Pfennig, — [675, 1875, 915, 1890]
section-text: Auf den Betrieb der Gastwirtschaften, Bäckereien und Konditoreien finden diese Vorschriften keine Anwendung. Diese Betriebe erhalten Bezugsscheine von dem Oberbürgermeister für Zuckermengen in Höhe der Hälfte des Verbrauchs in der Zeit vom 1.—30. April ds. Js. Dieser Verbrauch ist durch Belege nachzuweisen. Die Ausstellung von Bezugsscheinen zum Bezug von Zucker in besonderen Fällen bleibt vorbehalten. Die Inhaber von Bezugsscheinen haben am 1. jeden Monats ein im abgelaufenen Monat bezogenen Zuckermenge unter Angabe der Bezugsquelle hierher mitzuteilen. Die Zuweisung von Zucker an andere gewerbliche Betriebe erfolgt durch die in § 2 der Ausführungsbestimmungen des Reichskanzlers bezeichnete Stelle. — [675, 847, 1083, 1063]
article-title-kartoffeln: Höchstpreise für den Verkauf von Speisekartoffeln. — [722, 1639, 1036, 1679]
list-item: 4. Für die Truppenteile, Lazarette, Kliniken, Anstalten und dergleichen werden besondere Bestimmungen ausgegeben; die darin angegebenen Höchstmengen dürfen nicht überschritten werden. — [1105, 1589, 1486, 1656]
price-item-value: 2.50 Mk. — [618, 612, 671, 626]
section-text: Die Ausfuhr von Zucker aus dem Stadtgebiet ist verboten; Ausnahmen können durch den Oberbürgermeister zugelassen werden. — [675, 1233, 1083, 1281]
price-item-value: 2.00 Mk. — [618, 786, 671, 801]
section-banner-vereine: Vereine — [72, 1634, 261, 1665]
section-text: Bei der Abgabe von Getränken in Gastwirtschaften und Kaffeehäusern darf keine größere Menge als ein Stück Zucker verabfolgt werden. — [675, 1306, 1083, 1354]
price-item-name: Geräucherter Schwartenmagen in Blasen (Dauerware) — [266, 770, 592, 785]
price-item-value: 2.40 Mk. — [618, 770, 671, 785]
price-item-value: 3.20 Mk. — [618, 882, 671, 897]
list-item: II. Bei der Abgabe durch Händler: — [675, 1969, 885, 1984]
section-text: Die Festsetzung von Höchstpreisen für den Kleinhandel bleibt vorbehalten. — [675, 1176, 1083, 1208]
section-number: § 8. — [868, 1157, 891, 1172]
